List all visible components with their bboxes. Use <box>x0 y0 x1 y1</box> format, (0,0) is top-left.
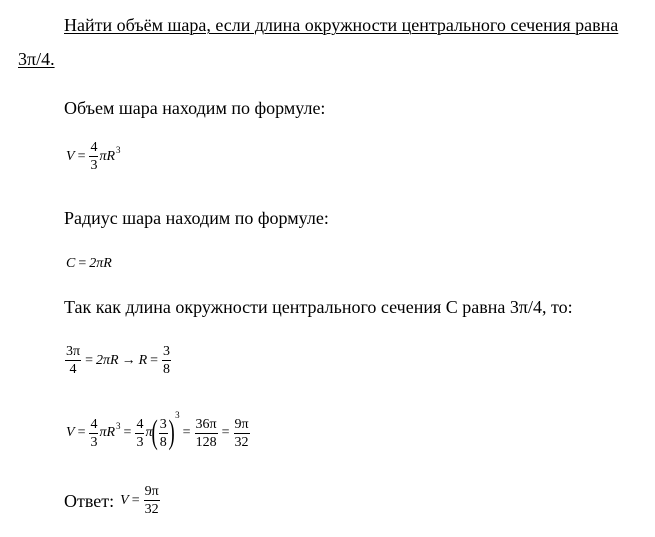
equals-sign: = <box>78 256 87 271</box>
formula-pi: π <box>145 425 153 440</box>
equals-sign: = <box>123 425 132 440</box>
fraction-denominator: 8 <box>159 434 167 450</box>
formula-pi-r: πR <box>99 148 116 164</box>
formula-var-v: V <box>66 148 75 164</box>
fraction-9pi-32 <box>144 484 160 517</box>
equals-sign: = <box>221 425 230 440</box>
radius-formula-intro: Радиус шара находим по формуле: <box>64 208 329 228</box>
fraction-four-thirds <box>135 417 144 450</box>
equals-sign: = <box>131 492 140 508</box>
exponent: 3 <box>116 421 121 431</box>
volume-computation <box>66 410 251 451</box>
fraction-denominator: 3 <box>136 434 144 450</box>
fraction-numerator: 36π <box>195 416 217 432</box>
answer-label: Ответ: <box>64 490 115 511</box>
right-paren: ) <box>168 414 175 451</box>
fraction-denominator: 3 <box>90 434 98 450</box>
parenthesized-fraction <box>152 416 174 450</box>
fraction-numerator: 4 <box>136 416 144 432</box>
fraction-9pi-32 <box>234 417 250 450</box>
fraction-denominator: 128 <box>195 434 217 450</box>
formula-var-v: V <box>66 425 75 440</box>
equals-sign: = <box>77 148 86 164</box>
equals-sign: = <box>182 425 191 440</box>
fraction-three-eighths <box>162 344 171 377</box>
fraction-four-thirds <box>89 140 98 173</box>
arrow-symbol: → <box>121 352 136 368</box>
equals-sign: = <box>85 352 93 368</box>
problem-title-line2: 3π/4. <box>18 49 55 69</box>
fraction-denominator: 3 <box>90 158 98 173</box>
fraction-denominator: 8 <box>163 362 171 377</box>
fraction-numerator: 9π <box>234 416 249 432</box>
given-statement: Так как длина окружности центрального сечения C равна 3π/4, то: <box>64 297 573 317</box>
left-paren: ( <box>152 414 159 451</box>
answer-line <box>64 484 161 517</box>
fraction-numerator: 3 <box>159 416 167 432</box>
fraction-three-eighths <box>159 417 168 450</box>
radius-derivation <box>64 344 172 377</box>
problem-title-line1: Найти объём шара, если длина окружности центрального сечения равна <box>64 15 619 35</box>
fraction-numerator: 3π <box>66 344 81 359</box>
equals-sign: = <box>150 352 159 368</box>
fraction-numerator: 3 <box>163 344 171 359</box>
fraction-four-thirds <box>89 417 98 450</box>
fraction-numerator: 4 <box>90 140 98 155</box>
formula-two-pi-r: 2πR <box>95 352 119 368</box>
fraction-denominator: 32 <box>234 434 249 450</box>
formula-var-c: C <box>66 256 76 271</box>
fraction-denominator: 32 <box>144 502 159 517</box>
fraction-numerator: 9π <box>144 484 159 499</box>
fraction-numerator: 4 <box>90 416 98 432</box>
volume-formula <box>66 140 121 173</box>
fraction-36pi-128 <box>195 417 218 450</box>
formula-var-r: R <box>138 352 148 368</box>
circumference-formula <box>66 256 112 272</box>
formula-rhs: 2πR <box>89 256 112 271</box>
fraction-three-pi-fourths <box>65 344 81 377</box>
formula-var-v: V <box>120 492 129 508</box>
volume-formula-intro: Объем шара находим по формуле: <box>64 98 326 118</box>
fraction-denominator: 4 <box>69 362 77 377</box>
exponent: 3 <box>175 410 180 420</box>
answer-formula <box>120 484 161 517</box>
exponent: 3 <box>116 144 121 155</box>
equals-sign: = <box>77 425 86 440</box>
formula-pi-r: πR <box>99 425 116 440</box>
